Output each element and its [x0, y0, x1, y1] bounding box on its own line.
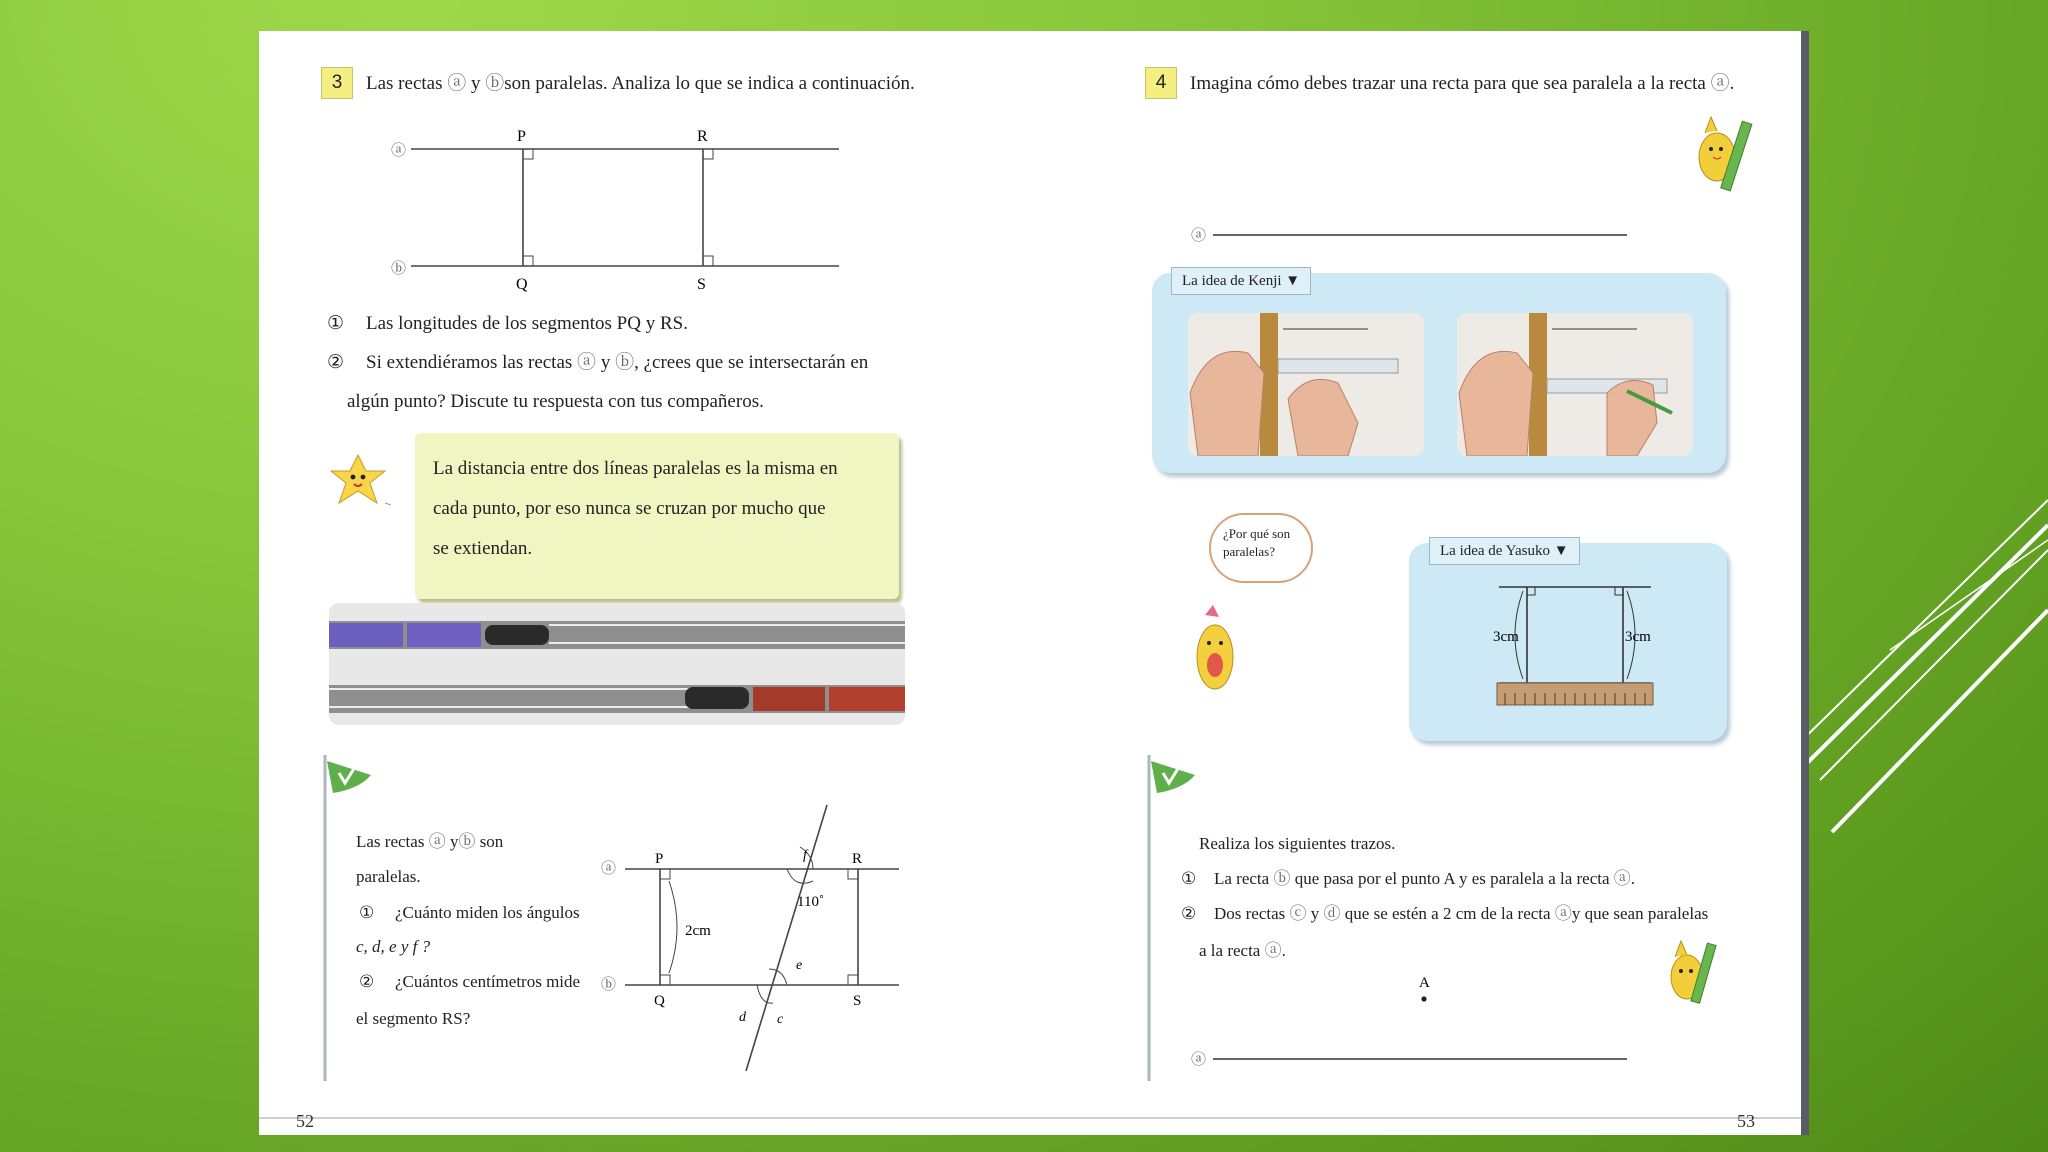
label-s: S	[697, 276, 706, 293]
question-2-text: Si extendiéramos las rectas ⓐ y ⓑ, ¿crees que se intersectarán en	[366, 352, 869, 373]
label-q: Q	[654, 993, 665, 1009]
task-2-number: ②	[1181, 904, 1197, 923]
textbook-spread	[259, 31, 1809, 1135]
svg-text:A: A	[1419, 975, 1430, 991]
point-a-marker	[1413, 973, 1437, 1007]
question-1-text: Las longitudes de los segmentos PQ y RS.	[366, 313, 688, 334]
label-angle-f: f	[803, 848, 807, 863]
check-q2-text: ¿Cuántos centímetros mide	[395, 972, 581, 991]
task-1-number: ①	[1181, 869, 1197, 888]
task-2-text-2: a la recta ⓐ.	[1199, 941, 1286, 960]
tasks-intro: Realiza los siguientes trazos.	[1199, 834, 1396, 853]
question-2-number: ②	[327, 352, 345, 373]
pencil-mascot-icon	[1687, 97, 1757, 209]
label-p: P	[517, 128, 526, 145]
transversal-figure	[599, 771, 919, 1091]
callout-line-1: La distancia entre dos líneas paralelas es la misma en	[433, 458, 838, 479]
question-2-text-line-2: algún punto? Discute tu respuesta con tus compañeros.	[347, 391, 764, 412]
kenji-tab[interactable]: La idea de Kenji ▼	[1171, 267, 1311, 295]
yasuko-figure	[1469, 579, 1669, 719]
label-line-a: ⓐ	[391, 143, 407, 159]
parallel-lines-figure-1	[379, 119, 1119, 329]
check-q2-number: ②	[359, 972, 375, 991]
label-r: R	[852, 851, 863, 867]
exercise-4-number: 4	[1145, 67, 1177, 99]
chick-mascot-icon	[325, 451, 391, 521]
yasuko-right-distance: 3cm	[1625, 629, 1651, 645]
svg-text:ⓐ: ⓐ	[1191, 228, 1207, 244]
label-angle-110: 110˚	[797, 894, 824, 910]
key-idea-callout	[415, 433, 899, 599]
label-s: S	[853, 993, 862, 1009]
check-q2-text-2: el segmento RS?	[356, 1009, 471, 1028]
callout-line-2: cada punto, por eso nunca se cruzan por mucho que	[433, 498, 826, 519]
label-angle-e: e	[796, 958, 803, 973]
check-intro-2: paralelas.	[356, 867, 421, 886]
label-p: P	[655, 851, 664, 867]
label-line-b: ⓑ	[601, 977, 617, 993]
decorative-stripes	[1780, 480, 2048, 860]
kenji-photo-2	[1457, 313, 1693, 456]
question-bubble: ¿Por qué son paralelas?	[1209, 513, 1313, 583]
exercise-3-number: 3	[321, 67, 353, 99]
label-line-a: ⓐ	[601, 861, 617, 877]
chick-mascot-icon	[1193, 605, 1241, 697]
kenji-photo-1	[1188, 313, 1424, 456]
exercise-4-title: Imagina cómo debes trazar una recta para que sea paralela a la recta ⓐ.	[1190, 73, 1735, 94]
page-bottom-line	[259, 1117, 1801, 1119]
label-angle-c: c	[777, 1012, 784, 1027]
page-number-right: 53	[1737, 1111, 1755, 1131]
task-2-text: Dos rectas ⓒ y ⓓ que se estén a 2 cm de la recta ⓐy que sean paralelas	[1214, 904, 1709, 923]
page-number-left: 52	[296, 1111, 314, 1131]
page-edge	[1801, 31, 1809, 1135]
check-q1-number: ①	[359, 903, 375, 922]
label-q: Q	[516, 276, 528, 293]
pencil-mascot-icon	[1659, 927, 1723, 1017]
question-1-number: ①	[327, 313, 345, 334]
check-q1-text: ¿Cuánto miden los ángulos	[395, 903, 580, 922]
train-tracks-photo	[329, 603, 905, 725]
yasuko-tab[interactable]: La idea de Yasuko ▼	[1429, 537, 1580, 565]
check-intro: Las rectas ⓐ yⓑ son	[356, 832, 504, 851]
label-line-b: ⓑ	[391, 261, 407, 277]
exercise-3-title: Las rectas ⓐ y ⓑson paralelas. Analiza lo que se indica a continuación.	[366, 73, 915, 94]
line-a-top	[1191, 221, 1631, 249]
svg-text:ⓐ: ⓐ	[1191, 1052, 1207, 1068]
label-distance: 2cm	[685, 923, 711, 939]
yasuko-left-distance: 3cm	[1493, 629, 1519, 645]
label-r: R	[697, 128, 708, 145]
callout-line-3: se extiendan.	[433, 538, 533, 559]
line-a-bottom	[1191, 1045, 1631, 1073]
task-1-text: La recta ⓑ que pasa por el punto A y es paralela a la recta ⓐ.	[1214, 869, 1636, 888]
label-angle-d: d	[739, 1010, 746, 1025]
check-q1-text-2: c, d, e y f ?	[356, 937, 431, 956]
